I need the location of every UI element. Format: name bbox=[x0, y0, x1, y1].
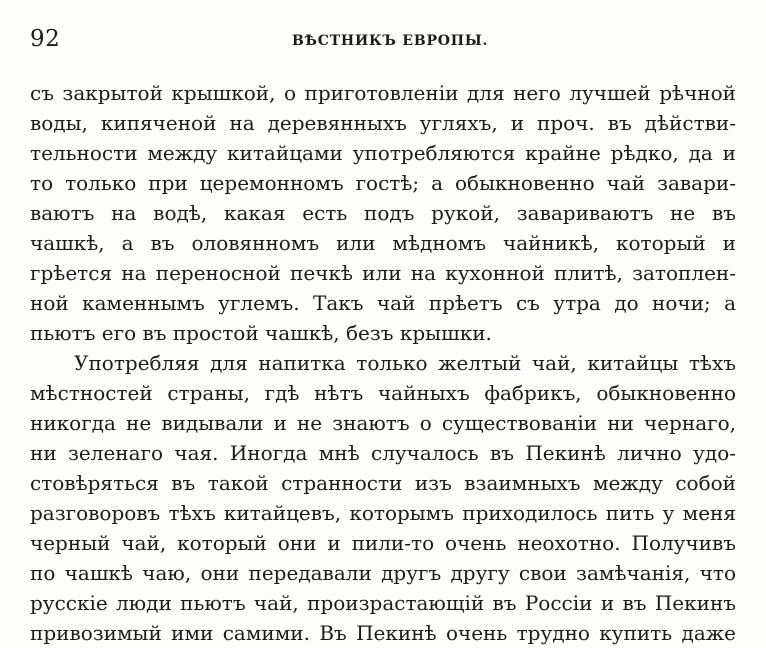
text-line: мѣстностей страны, гдѣ нѣтъ чайныхъ фабрикъ, обыкновенно bbox=[30, 381, 736, 405]
text-line: воды, кипяченой на деревянныхъ угляхъ, и проч. въ дѣйстви- bbox=[30, 111, 736, 135]
text-line: никогда не видывали и не знаютъ о существованіи ни чернаго, bbox=[30, 411, 736, 435]
text-line: по чашкѣ чаю, они передавали другъ другу свои замѣчанія, что bbox=[30, 561, 736, 585]
body-text bbox=[30, 78, 736, 648]
text-line: ной каменнымъ углемъ. Такъ чай прѣетъ съ утра до ночи; а bbox=[30, 291, 736, 315]
text-line: стовѣряться въ такой странности изъ взаимныхъ между собой bbox=[30, 471, 736, 495]
text-line: черный чай, который они и пили-то очень неохотно. Получивъ bbox=[30, 531, 736, 555]
text-line: пьютъ его въ простой чашкѣ, безъ крышки. bbox=[30, 321, 492, 345]
text-line: грѣется на переносной печкѣ или на кухонной плитѣ, затоплен- bbox=[30, 261, 736, 285]
text-line: ни зеленаго чая. Иногда мнѣ случалось въ Пекинѣ лично удо- bbox=[30, 441, 736, 465]
paragraph-1 bbox=[30, 78, 736, 348]
text-line: чашкѣ, а въ оловянномъ или мѣдномъ чайникѣ, который и bbox=[30, 231, 736, 255]
text-line: тельности между китайцами употребляются крайне рѣдко, да и bbox=[30, 141, 736, 165]
paragraph-2 bbox=[30, 348, 736, 648]
text-line: разговоровъ тѣхъ китайцевъ, которымъ приходилось пить у меня bbox=[30, 501, 736, 525]
text-line: ваютъ на водѣ, какая есть подъ рукой, завариваютъ не въ bbox=[30, 201, 736, 225]
text-line: русскіе люди пьютъ чай, произрастающій въ Россіи и въ Пекинъ bbox=[30, 591, 736, 615]
page-number: 92 bbox=[30, 26, 61, 52]
running-head: ВѢСТНИКЪ ЕВРОПЫ. bbox=[292, 33, 489, 49]
text-line: съ закрытой крышкой, о приготовленіи для него лучшей рѣчной bbox=[30, 81, 736, 105]
text-line: привозимый ими самими. Въ Пекинѣ очень трудно купить даже bbox=[30, 621, 736, 645]
text-line: то только при церемонномъ гостѣ; а обыкновенно чай завари- bbox=[30, 171, 736, 195]
text-line: Употребляя для напитка только желтый чай, китайцы тѣхъ bbox=[74, 351, 736, 375]
